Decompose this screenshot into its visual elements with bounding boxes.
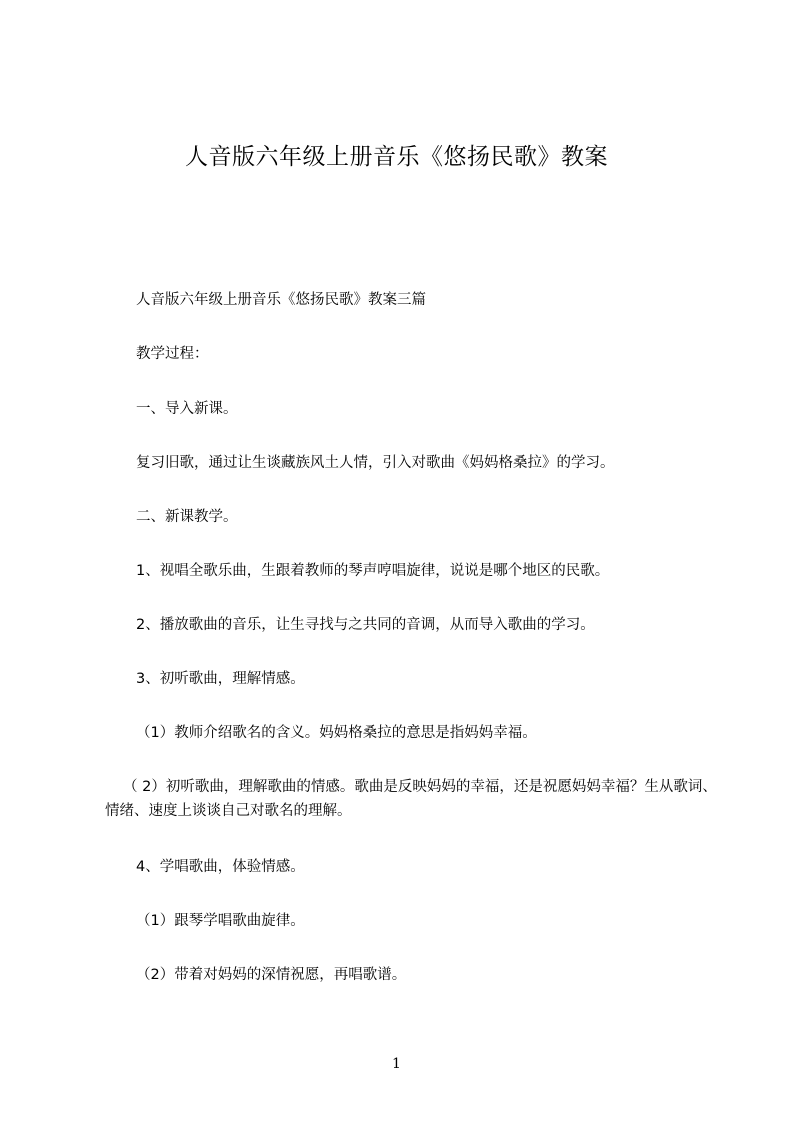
page-title: 人音版六年级上册音乐《悠扬民歌》教案 (185, 144, 608, 170)
paragraph-step-3-1: （1）教师介绍歌名的含义。妈妈格桑拉的意思是指妈妈幸福。 (136, 725, 537, 741)
paragraph-step-4-1: （1）跟琴学唱歌曲旋律。 (136, 913, 305, 929)
paragraph-step-4-2: （2）带着对妈妈的深情祝愿，再唱歌谱。 (136, 967, 407, 983)
paragraph-step-3-2: （ 2）初听歌曲，理解歌曲的情感。歌曲是反映妈妈的幸福，还是祝愿妈妈幸福？生从歌词、情绪、速度上谈谈自己对歌名的理解。 (105, 779, 717, 819)
paragraph-subtitle: 人音版六年级上册音乐《悠扬民歌》教案三篇 (136, 292, 426, 308)
paragraph-review: 复习旧歌，通过让生谈藏族风土人情，引入对歌曲《妈妈格桑拉》的学习。 (136, 455, 615, 471)
paragraph-step-2: 2、播放歌曲的音乐，让生寻找与之共同的音调，从而导入歌曲的学习。 (136, 617, 595, 633)
paragraph-step-3: 3、初听歌曲，理解情感。 (136, 671, 305, 687)
paragraph-section-1-heading: 一、导入新课。 (136, 401, 238, 417)
page-number: 1 (392, 1056, 401, 1072)
paragraph-step-1: 1、视唱全歌乐曲，生跟着教师的琴声哼唱旋律，说说是哪个地区的民歌。 (136, 563, 610, 579)
paragraph-step-4: 4、学唱歌曲，体验情感。 (136, 859, 305, 875)
paragraph-section-2-heading: 二、新课教学。 (136, 509, 238, 525)
paragraph-teaching-process: 教学过程： (136, 346, 209, 362)
